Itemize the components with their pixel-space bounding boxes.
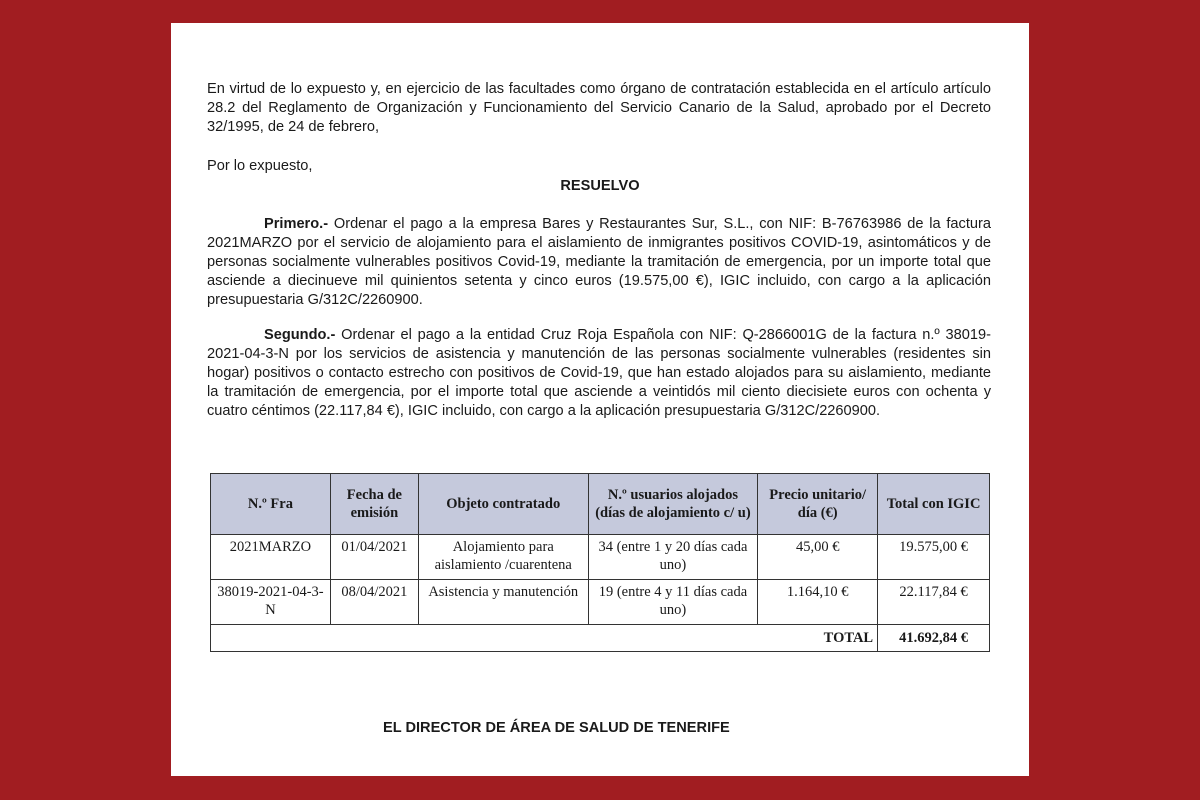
header-total-igic: Total con IGIC [878, 474, 990, 535]
cell-precio: 1.164,10 € [758, 580, 878, 625]
table-row [211, 580, 990, 625]
header-fecha-emision: Fecha de emisión [330, 474, 418, 535]
header-n-fra: N.º Fra [211, 474, 331, 535]
primero-paragraph [207, 215, 991, 310]
cell-n-fra: 38019-2021-04-3-N [211, 580, 331, 625]
table-header-row [211, 474, 990, 535]
header-objeto-contratado: Objeto contratado [418, 474, 588, 535]
cell-objeto: Asistencia y manutención [418, 580, 588, 625]
total-value: 41.692,84 € [878, 625, 990, 652]
signature-line: EL DIRECTOR DE ÁREA DE SALUD DE TENERIFE [383, 720, 730, 736]
segundo-label: Segundo.- [264, 327, 336, 343]
por-lo-expuesto-line: Por lo expuesto, [207, 158, 313, 174]
document-page [171, 23, 1029, 776]
invoice-table [210, 473, 990, 652]
table-row [211, 535, 990, 580]
total-row [211, 625, 990, 652]
total-label: TOTAL [758, 625, 878, 652]
cell-total: 22.117,84 € [878, 580, 990, 625]
total-spacer [211, 625, 758, 652]
cell-usuarios: 34 (entre 1 y 20 días cada uno) [588, 535, 758, 580]
primero-text: Ordenar el pago a la empresa Bares y Restaurantes Sur, S.L., con NIF: B-76763986 de la factura 2021MARZO por el servicio de alojamiento para el aislamiento de inmigrantes positivos COVID-19, asintomáticos y de personas socialmente vulnerables positivos Covid-19, mediante la tramitación de emergencia, por un importe total que asciende a diecinueve mil quinientos setenta y cinco euros (19.575,00 €), IGIC incluido, con cargo a la aplicación presupuestaria G/312C/2260900. [207, 216, 991, 308]
cell-n-fra: 2021MARZO [211, 535, 331, 580]
header-precio-unitario: Precio unitario/ día (€) [758, 474, 878, 535]
header-usuarios-alojados: N.º usuarios alojados (días de alojamiento c/ u) [588, 474, 758, 535]
segundo-text: Ordenar el pago a la entidad Cruz Roja Española con NIF: Q-2866001G de la factura n.º 38019-2021-04-3-N por los servicios de asistencia y manutención de las personas socialmente vulnerables (residentes sin hogar) positivos o contacto estrecho con positivos de Covid-19, que han estado alojados para su aislamiento, mediante la tramitación de emergencia, por el importe total que asciende a veintidós mil ciento diecisiete euros con ochenta y cuatro céntimos (22.117,84 €), IGIC incluido, con cargo a la aplicación presupuestaria G/312C/2260900. [207, 327, 991, 419]
cell-precio: 45,00 € [758, 535, 878, 580]
cell-total: 19.575,00 € [878, 535, 990, 580]
resuelvo-heading: RESUELVO [560, 178, 640, 194]
segundo-paragraph [207, 326, 991, 421]
intro-paragraph: En virtud de lo expuesto y, en ejercicio de las facultades como órgano de contratación establecida en el artículo artículo 28.2 del Reglamento de Organización y Funcionamiento del Servicio Canario de la Salud, aprobado por el Decreto 32/1995, de 24 de febrero, [207, 81, 991, 135]
cell-fecha: 08/04/2021 [330, 580, 418, 625]
cell-objeto: Alojamiento para aislamiento /cuarentena [418, 535, 588, 580]
cell-fecha: 01/04/2021 [330, 535, 418, 580]
cell-usuarios: 19 (entre 4 y 11 días cada uno) [588, 580, 758, 625]
primero-label: Primero.- [264, 216, 329, 232]
